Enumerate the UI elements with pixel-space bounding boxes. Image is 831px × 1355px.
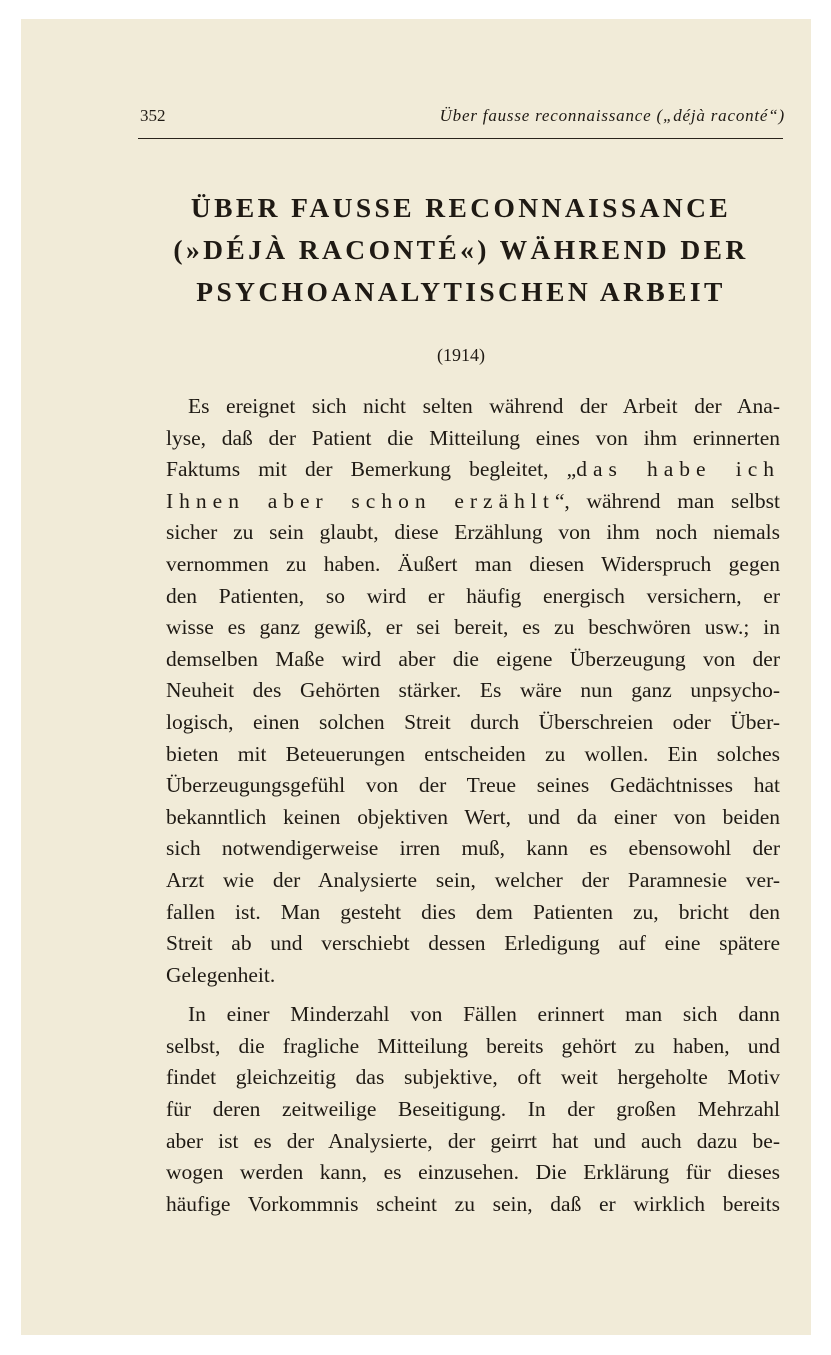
text-line xyxy=(144,454,780,486)
running-title: Über fausse reconnaissance („déjà raconté“) xyxy=(439,106,785,125)
header-rule xyxy=(138,138,783,139)
text-line: sicher zu sein glaubt, diese Erzählung von ihm noch niemals xyxy=(166,520,780,545)
text-line-tail: “, während man selbst xyxy=(554,488,780,513)
text-line: bekanntlich keinen objektiven Wert, und da einer von beiden xyxy=(166,804,780,829)
text-line xyxy=(144,486,780,518)
text-line: wogen werden kann, es einzusehen. Die Erklärung für dieses xyxy=(166,1160,780,1185)
text-line: bieten mit Beteuerungen entscheiden zu wollen. Ein solches xyxy=(166,741,780,766)
chapter-title xyxy=(116,187,806,313)
page-number: 352 xyxy=(140,106,166,125)
text-line: vernommen zu haben. Äußert man diesen Widerspruch gegen xyxy=(166,551,780,576)
text-line: für deren zeitweilige Beseitigung. In der großen Mehrzahl xyxy=(166,1097,780,1122)
text-line-lead: Faktums mit der Bemerkung begleitet, „ xyxy=(166,457,577,482)
chapter-title-line-3: PSYCHOANALYTISCHEN ARBEIT xyxy=(196,276,726,307)
body-text xyxy=(144,391,780,1220)
text-line: logisch, einen solchen Streit durch Überschreien oder Über- xyxy=(166,709,780,734)
text-line: den Patienten, so wird er häufig energisch versichern, er xyxy=(166,583,780,608)
text-line: Überzeugungsgefühl von der Treue seines Gedächtnisses hat xyxy=(166,773,780,798)
text-line: fallen ist. Man gesteht dies dem Patienten zu, bricht den xyxy=(166,899,780,924)
text-line: In einer Minderzahl von Fällen erinnert man sich dann xyxy=(188,1002,780,1027)
text-line: selbst, die fragliche Mitteilung bereits gehört zu haben, und xyxy=(166,1033,780,1058)
text-line: Arzt wie der Analysierte sein, welcher der Paramnesie ver- xyxy=(166,867,780,892)
running-head xyxy=(140,106,785,136)
text-line: Neuheit des Gehörten stärker. Es wäre nun ganz unpsycho- xyxy=(166,678,780,703)
text-line: demselben Maße wird aber die eigene Überzeugung von der xyxy=(166,646,780,671)
chapter-title-line-2: (»DÉJÀ RACONTÉ«) WÄHREND DER xyxy=(173,234,749,265)
text-line: wisse es ganz gewiß, er sei bereit, es zu beschwören usw.; in xyxy=(166,615,780,640)
text-line: findet gleichzeitig das subjektive, oft weit hergeholte Motiv xyxy=(166,1065,780,1090)
text-line: lyse, daß der Patient die Mitteilung eines von ihm erinnerten xyxy=(166,425,780,450)
text-line: häufige Vorkommnis scheint zu sein, daß er wirklich bereits xyxy=(166,1191,780,1216)
text-line: sich notwendigerweise irren muß, kann es ebensowohl der xyxy=(166,836,780,861)
text-line: Streit ab und verschiebt dessen Erledigung auf eine spätere xyxy=(166,931,780,956)
paragraph-1 xyxy=(144,391,780,991)
paragraph-2 xyxy=(144,999,780,1220)
text-line: aber ist es der Analysierte, der geirrt hat und auch dazu be- xyxy=(166,1128,780,1153)
text-line: Es ereignet sich nicht selten während der Arbeit der Ana- xyxy=(188,394,780,418)
chapter-title-line-1: ÜBER FAUSSE RECONNAISSANCE xyxy=(190,192,732,223)
spaced-emphasis: das habe ich xyxy=(576,457,780,482)
spaced-emphasis: Ihnen aber schon erzählt xyxy=(166,488,555,513)
chapter-year: (1914) xyxy=(437,345,485,365)
book-page xyxy=(21,19,811,1335)
text-line: Gelegenheit. xyxy=(166,962,276,987)
